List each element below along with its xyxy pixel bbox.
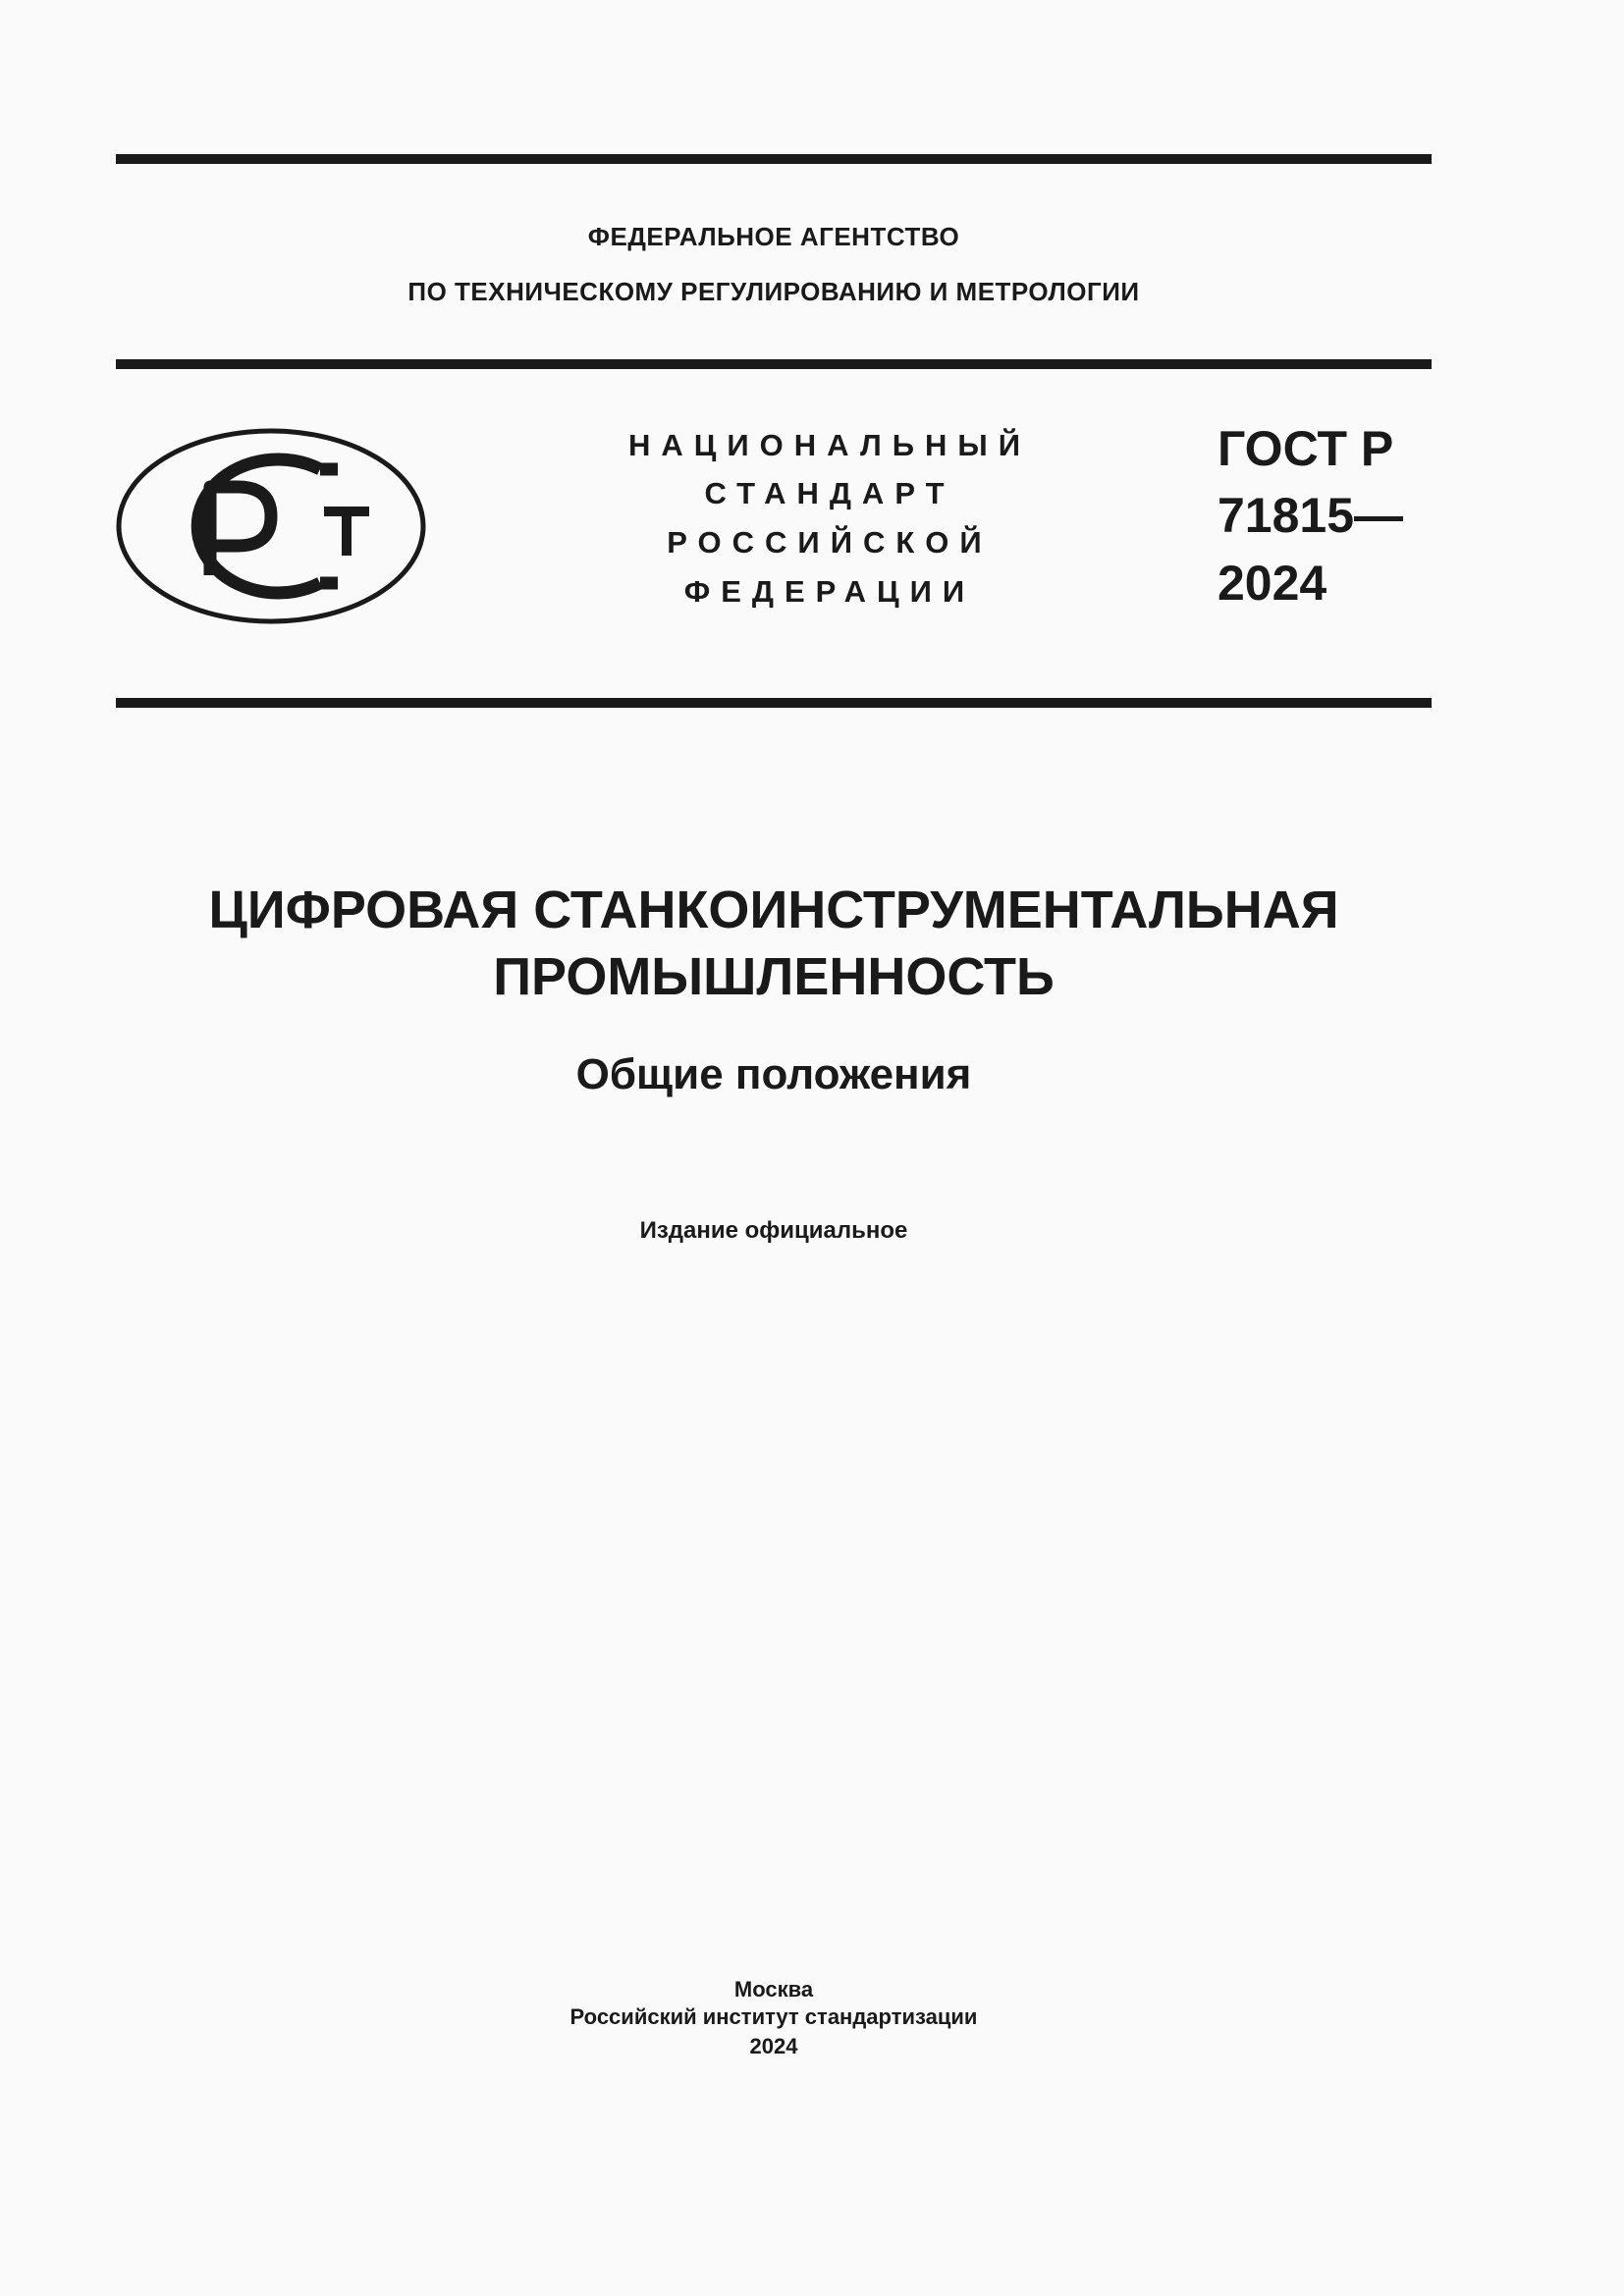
standard-designation-line2: 71815— [1218,488,1404,543]
publication-year: 2024 [749,2034,798,2058]
header-divider [116,359,1432,369]
document-title-line2: ПРОМЫШЛЕННОСТЬ [493,947,1055,1006]
document-subtitle: Общие положения [575,1050,972,1098]
publisher-city: Москва [733,1977,814,2002]
national-standard-line2: СТАНДАРТ [704,476,955,510]
agency-name-line1: ФЕДЕРАЛЬНОЕ АГЕНТСТВО [587,222,960,251]
publisher-institute: Российский институт стандартизации [569,2004,978,2029]
national-standard-line3: РОССИЙСКОЙ [667,525,993,560]
edition-label: Издание официальное [639,1217,908,1244]
top-divider [116,154,1432,164]
national-standard-line1: НАЦИОНАЛЬНЫЙ [627,428,1032,462]
standard-designation-line1: ГОСТ Р [1218,421,1394,476]
emblem-divider [116,698,1432,708]
national-standard-line4: ФЕДЕРАЦИИ [683,574,976,609]
standard-designation-line3: 2024 [1218,556,1327,611]
document-title-line1: ЦИФРОВАЯ СТАНКОИНСТРУМЕНТАЛЬНАЯ [208,881,1339,939]
agency-name-line2: ПО ТЕХНИЧЕСКОМУ РЕГУЛИРОВАНИЮ И МЕТРОЛОГИИ [407,277,1140,306]
rst-certification-emblem-icon [116,428,426,624]
